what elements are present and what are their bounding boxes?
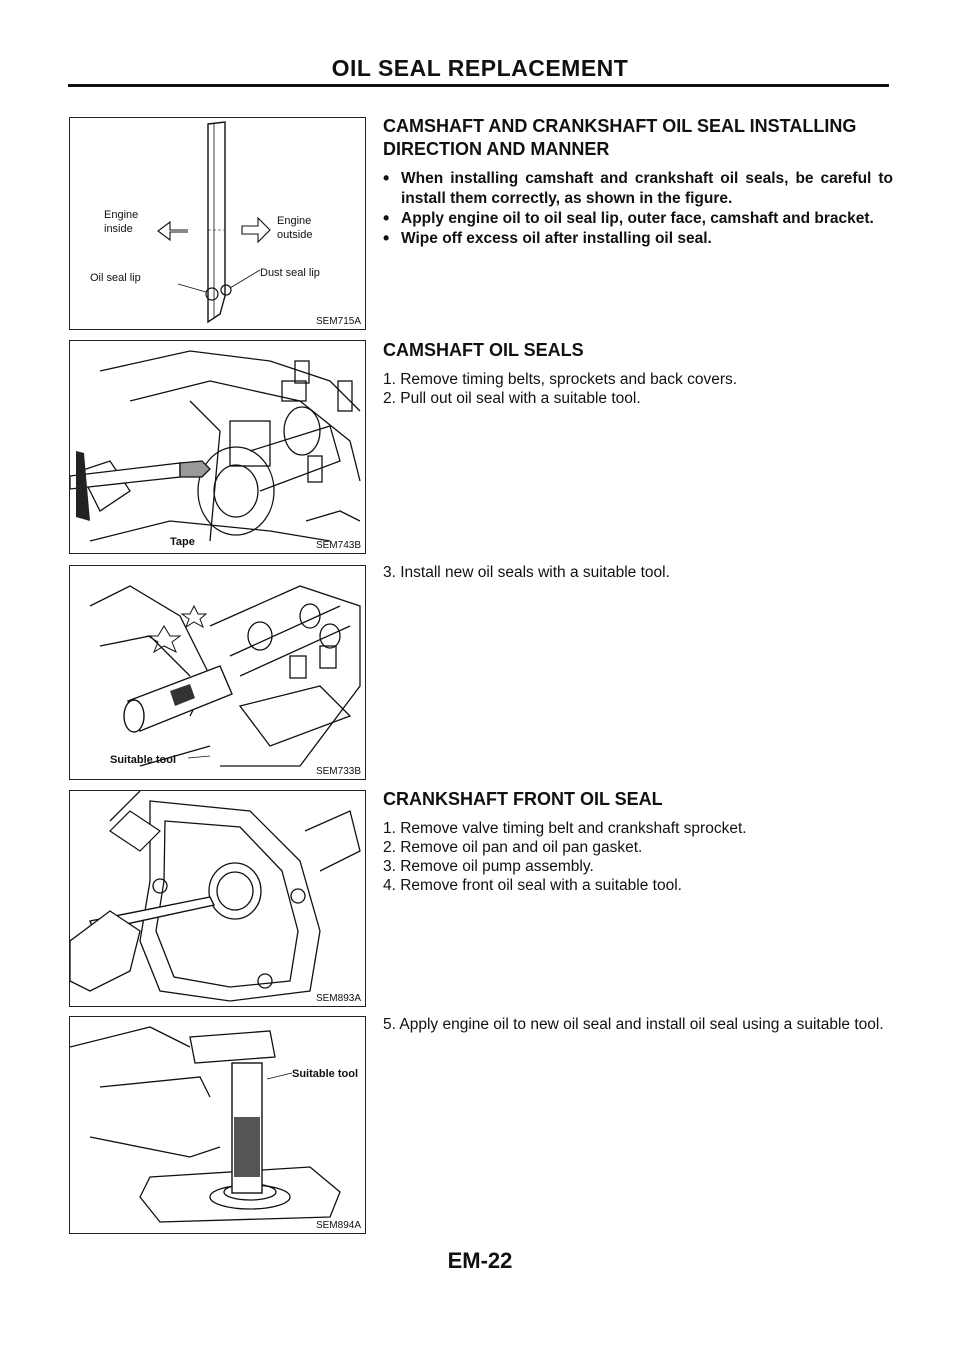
step-item: 3. Install new oil seals with a suitable tool.: [383, 564, 670, 581]
step-item: 2. Pull out oil seal with a suitable tool.: [383, 390, 641, 407]
crankshaft-install-illustration: [70, 1017, 366, 1234]
page-number: EM-22: [447, 1248, 513, 1273]
figure-code: SEM733B: [315, 766, 361, 777]
step-item: 3. Remove oil pump assembly.: [383, 858, 594, 875]
figure-crankshaft-seal-removal: [69, 790, 366, 1007]
label-engine-inside-1: Engine: [104, 209, 139, 221]
section-camshaft-install: [383, 563, 893, 582]
bullet-item: • Wipe off excess oil after installing oil seal.: [383, 229, 893, 249]
bullet-item: • Apply engine oil to oil seal lip, outer face, camshaft and bracket.: [383, 209, 893, 229]
bullet-list: [383, 169, 893, 249]
step-item: 2. Remove oil pan and oil pan gasket.: [383, 839, 643, 856]
header-divider: [68, 84, 889, 87]
section-seal-direction: [383, 115, 893, 249]
step-list: [383, 1015, 893, 1034]
figure-code: SEM893A: [315, 993, 361, 1004]
figure-code: SEM715A: [315, 316, 361, 327]
bullet-item: • When installing camshaft and crankshaft oil seals, be careful to install them correctly, as shown in the figure.: [383, 169, 893, 209]
step-item: 1. Remove valve timing belt and crankshaft sprocket.: [383, 820, 747, 837]
label-suitable-tool: Suitable tool: [292, 1068, 358, 1080]
label-dust-seal-lip: Dust seal lip: [260, 267, 320, 279]
section-camshaft-oil-seals: [383, 339, 893, 408]
crankshaft-removal-illustration: [70, 791, 366, 1007]
figure-code: SEM743B: [315, 540, 361, 551]
section-heading: CRANKSHAFT FRONT OIL SEAL: [383, 789, 663, 809]
camshaft-removal-illustration: [70, 341, 366, 554]
camshaft-install-illustration: [70, 566, 366, 780]
figure-camshaft-seal-removal: [69, 340, 366, 554]
seal-direction-illustration: [70, 118, 366, 330]
label-oil-seal-lip: Oil seal lip: [90, 272, 141, 284]
step-list: [383, 819, 893, 895]
step-list: [383, 563, 893, 582]
step-item: 4. Remove front oil seal with a suitable tool.: [383, 877, 682, 894]
section-crankshaft-front-oil-seal: [383, 788, 893, 895]
label-suitable-tool: Suitable tool: [110, 754, 176, 766]
section-heading: CAMSHAFT OIL SEALS: [383, 340, 584, 360]
label-tape: Tape: [170, 536, 195, 548]
step-list: [383, 370, 893, 408]
step-item: 1. Remove timing belts, sprockets and back covers.: [383, 371, 738, 388]
figure-code: SEM894A: [315, 1220, 361, 1231]
figure-camshaft-seal-install: [69, 565, 366, 780]
figure-crankshaft-seal-install: [69, 1016, 366, 1234]
label-engine-inside-2: inside: [104, 223, 133, 235]
figure-seal-direction: [69, 117, 366, 330]
label-engine-outside-1: Engine: [277, 215, 312, 227]
label-engine-outside-2: outside: [277, 229, 313, 241]
section-crankshaft-install: [383, 1015, 893, 1034]
page-title: OIL SEAL REPLACEMENT: [331, 55, 629, 81]
step-item: 5. Apply engine oil to new oil seal and install oil seal using a suitable tool.: [383, 1016, 884, 1033]
section-heading: CAMSHAFT AND CRANKSHAFT OIL SEAL INSTALLING DIRECTION AND MANNER: [383, 116, 857, 159]
